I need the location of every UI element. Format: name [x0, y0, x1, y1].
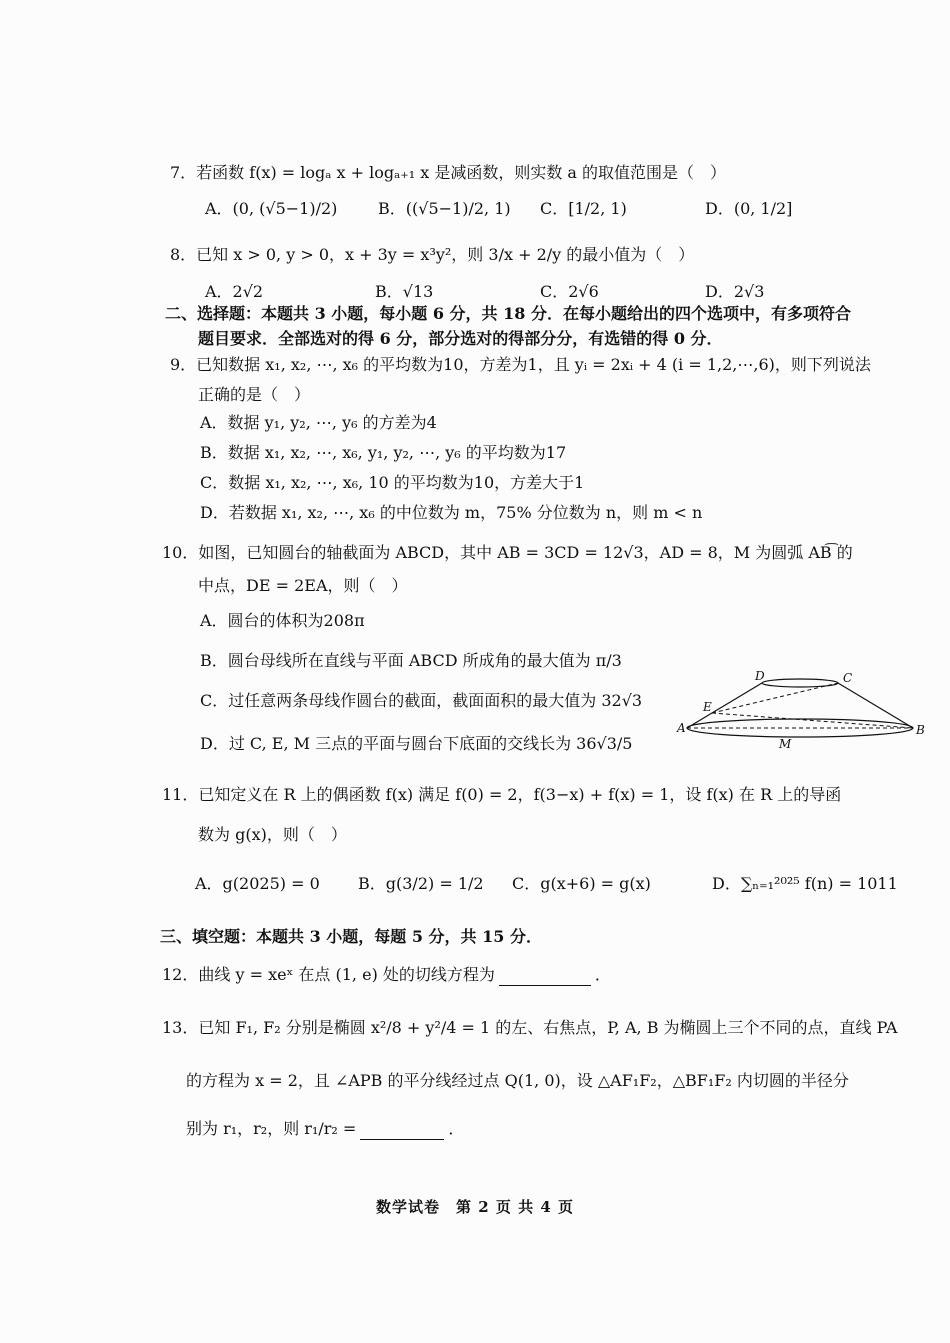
- segment-ec: [712, 683, 838, 713]
- q7-option-b: B．((√5−1)/2, 1): [378, 199, 511, 218]
- label-a: A: [677, 721, 686, 735]
- q8-option-d: D．2√3: [705, 282, 765, 301]
- q10-option-a: A．圆台的体积为208π: [200, 611, 365, 630]
- q10-option-c: C．过任意两条母线作圆台的截面，截面面积的最大值为 32√3: [200, 691, 643, 710]
- q8-option-b: B．√13: [375, 282, 434, 301]
- q8-option-c: C．2√6: [540, 282, 599, 301]
- label-e: E: [703, 700, 712, 714]
- label-m: M: [779, 737, 792, 751]
- frustum-figure: [675, 668, 935, 758]
- q13-answer-blank[interactable]: [360, 1123, 444, 1140]
- q9-option-b: B．数据 x₁, x₂, ⋯, x₆, y₁, y₂, ⋯, y₆ 的平均数为17: [200, 443, 567, 462]
- q13-stem: 13．已知 F₁, F₂ 分别是椭圆 x²/8 + y²/4 = 1 的左、右焦点，P, A, B 为椭圆上三个不同的点，直线 PA: [162, 1018, 898, 1037]
- q13-stem-cont: 的方程为 x = 2，且 ∠APB 的平分线经过点 Q(1, 0)，设 △AF₁F₂，△BF₁F₂ 内切圆的半径分: [186, 1071, 849, 1090]
- top-base-ellipse: [762, 679, 838, 687]
- q10-option-b: B．圆台母线所在直线与平面 ABCD 所成角的最大值为 π/3: [200, 651, 622, 670]
- q13-end: ．: [448, 1119, 465, 1138]
- q10-stem-cont: 中点，DE = 2EA，则（ ）: [198, 576, 408, 595]
- q11-option-b: B．g(3/2) = 1/2: [358, 874, 484, 893]
- q12-end: ．: [594, 965, 611, 984]
- section2-heading: 二、选择题：本题共 3 小题，每小题 6 分，共 18 分．在每小题给出的四个选项中，有多项符合: [165, 304, 851, 323]
- q11-stem-cont: 数为 g(x)，则（ ）: [198, 825, 347, 844]
- q11-option-a: A．g(2025) = 0: [195, 874, 320, 893]
- q13-stem-end: 别为 r₁，r₂，则 r₁/r₂ =: [186, 1119, 357, 1138]
- q7-option-d: D．(0, 1/2]: [705, 199, 793, 218]
- q9-stem: 9．已知数据 x₁, x₂, ⋯, x₆ 的平均数为10，方差为1，且 yᵢ = 2xᵢ + 4 (i = 1,2,⋯,6)，则下列说法: [170, 355, 871, 374]
- q9-option-c: C．数据 x₁, x₂, ⋯, x₆, 10 的平均数为10，方差大于1: [200, 473, 585, 492]
- q8-stem: 8．已知 x > 0, y > 0，x + 3y = x³y²，则 3/x + 2/y 的最小值为（ ）: [170, 245, 695, 264]
- q10-option-d: D．过 C, E, M 三点的平面与圆台下底面的交线长为 36√3/5: [200, 734, 633, 753]
- q11-stem: 11．已知定义在 R 上的偶函数 f(x) 满足 f(0) = 2，f(3−x) + f(x) = 1，设 f(x) 在 R 上的导函: [162, 785, 842, 804]
- q9-option-a: A．数据 y₁, y₂, ⋯, y₆ 的方差为4: [200, 413, 437, 432]
- q8-option-a: A．2√2: [205, 282, 264, 301]
- q11-option-d: D．∑ₙ₌₁²⁰²⁵ f(n) = 1011: [712, 874, 898, 893]
- q9-stem-cont: 正确的是（ ）: [198, 385, 311, 404]
- q7-option-c: C．[1/2, 1): [540, 199, 627, 218]
- label-d: D: [755, 669, 765, 683]
- label-c: C: [843, 671, 853, 685]
- q7-stem: 7．若函数 f(x) = logₐ x + logₐ₊₁ x 是减函数，则实数 a 的取值范围是（ ）: [170, 163, 727, 182]
- q12-answer-blank[interactable]: [499, 969, 591, 986]
- q13-line3: [186, 1118, 464, 1140]
- page-footer: 数学试卷 第 2 页 共 4 页: [376, 1198, 574, 1216]
- q7-option-a: A．(0, (√5−1)/2): [205, 199, 338, 218]
- section3-heading: 三、填空题：本题共 3 小题，每题 5 分，共 15 分．: [160, 927, 542, 946]
- q12-line: [162, 964, 611, 986]
- section2-heading-cont: 题目要求．全部选对的得 6 分，部分选对的得部分分，有选错的得 0 分．: [198, 329, 723, 348]
- q10-stem: 10．如图，已知圆台的轴截面为 ABCD，其中 AB = 3CD = 12√3，AD = 8，M 为圆弧 AB͡ 的: [162, 543, 853, 562]
- q11-option-c: C．g(x+6) = g(x): [512, 874, 651, 893]
- q9-option-d: D．若数据 x₁, x₂, ⋯, x₆ 的中位数为 m，75% 分位数为 n，则 m < n: [200, 503, 703, 522]
- q12-stem: 12．曲线 y = xeˣ 在点 (1, e) 处的切线方程为: [162, 965, 495, 984]
- label-b: B: [916, 723, 925, 737]
